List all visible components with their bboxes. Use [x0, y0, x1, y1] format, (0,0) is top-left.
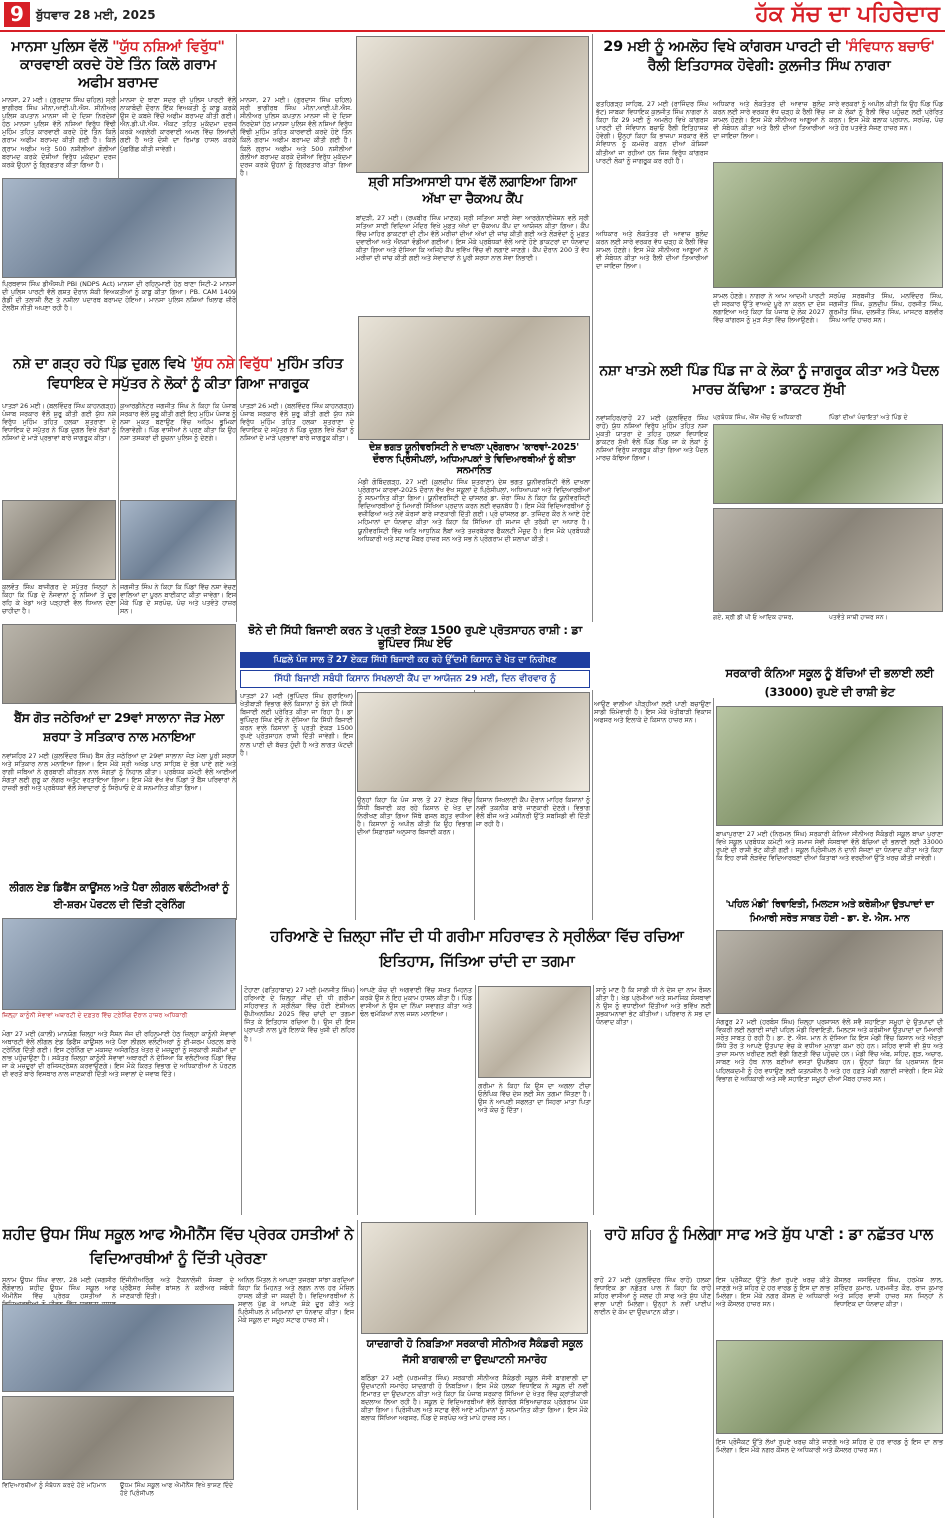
- udham-caption1: ਵਿਦਿਆਰਥੀਆਂ ਨੂੰ ਸੰਬੋਧਨ ਕਰਦੇ ਹੋਏ ਮਹਿਮਾਨ: [2, 1482, 116, 1504]
- mango-body: ਸੰਗਰੂਰ 27 ਮਈ (ਹਰਬੰਸ ਸਿੰਘ) ਜ਼ਿਲ੍ਹਾ ਪ੍ਰਸ਼ਾਸਨ ਵੱਲੋਂ ਸਵੈ ਸਹਾਇਤਾ ਸਮੂਹਾਂ ਦੇ ਉਤਪਾਦਾਂ ਦੀ ਵਿਕਰੀ ਲਈ ਲਗਾਈ ਜਾਂਦੀ ਪਹਿਲ ਮੰਡੀ ਰਿਵਾਇਤੀ, ਮਿਲਟਸ ਅਤੇ ਕਰੋਸ਼ੀਆ ਉਤਪਾਦਾਂ ਦਾ ਮਿਆਰੀ ਸਰੋਤ ਸਾਬਤ ਹੋ ਰਹੀ ਹੈ। ਡਾ. ਏ. ਐਸ. ਮਾਨ ਨੇ ਦੱਸਿਆ ਕਿ ਇਸ ਮੰਡੀ ਵਿੱਚ ਕਿਸਾਨ ਅਤੇ ਔਰਤਾਂ ਸਿੱਧੇ ਤੌਰ ਤੇ ਆਪਣੇ ਉਤਪਾਦ ਵੇਚ ਕੇ ਵਧੀਆ ਮੁਨਾਫ਼ਾ ਕਮਾ ਰਹੇ ਹਨ। ਸ਼ਹਿਰ ਵਾਸੀ ਵੀ ਸ਼ੁੱਧ ਅਤੇ ਤਾਜ਼ਾ ਸਮਾਨ ਖਰੀਦਣ ਲਈ ਵੱਡੀ ਗਿਣਤੀ ਵਿੱਚ ਪਹੁੰਚਦੇ ਹਨ। ਮੰਡੀ ਵਿੱਚ ਅੰਬ, ਸ਼ਹਿਦ, ਗੁੜ, ਅਚਾਰ, ਸਾਬਣ ਅਤੇ ਹੱਥ ਨਾਲ ਬਣੀਆਂ ਵਸਤਾਂ ਉਪਲੱਬਧ ਹਨ। ਉਨ੍ਹਾਂ ਕਿਹਾ ਕਿ ਪ੍ਰਸ਼ਾਸਨ ਇਸ ਪਹਿਲਕਦਮੀ ਨੂੰ ਹੋਰ ਵਧਾਉਣ ਲਈ ਯਤਨਸ਼ੀਲ ਹੈ ਅਤੇ ਹਰ ਹਫ਼ਤੇ ਮੰਡੀ ਲਗਾਈ ਜਾਵੇਗੀ। ਇਸ ਮੌਕੇ ਵਿਭਾਗ ਦੇ ਅਧਿਕਾਰੀ ਅਤੇ ਸਵੈ ਸਹਾਇਤਾ ਸਮੂਹਾਂ ਦੀਆਂ ਮੈਂਬਰ ਹਾਜ਼ਰ ਸਨ।: [716, 1018, 943, 1083]
- satyasai-headline: ਸ਼੍ਰੀ ਸਤਿਆਸਾਈ ਧਾਮ ਵੱਲੋਂ ਲਗਾਇਆ ਗਿਆ ਅੱਖਾ ਦਾ ਚੈਕਅਪ ਕੈਂਪ: [368, 175, 577, 207]
- dugal-photo1: [2, 500, 116, 580]
- udham-photo1: [2, 1304, 234, 1392]
- amloh-photo: [713, 162, 943, 288]
- dugal-body-col4: ਜਗਜੀਤ ਸਿੰਘ ਨੇ ਕਿਹਾ ਕਿ ਪਿੰਡਾਂ ਵਿੱਚ ਨਸ਼ਾ ਵੇਚਣ ਵਾਲਿਆਂ ਦਾ ਪੂਰਨ ਬਾਈਕਾਟ ਕੀਤਾ ਜਾਵੇਗਾ। ਇਸ ਮੌਕੇ ਪਿੰਡ ਦੇ ਸਰਪੰਚ, ਪੰਚ ਅਤੇ ਪਤਵੰਤੇ ਹਾਜ਼ਰ ਸਨ।: [120, 583, 236, 616]
- amloh-body-col3: ਸਾਰੇ ਵਰਕਰਾਂ ਨੂੰ ਅਪੀਲ ਕੀਤੀ ਕਿ ਉਹ ਪਿੰਡ ਪਿੰਡ ਜਾ ਕੇ ਲੋਕਾਂ ਨੂੰ ਰੈਲੀ ਵਿੱਚ ਪਹੁੰਚਣ ਲਈ ਪ੍ਰੇਰਿਤ ਕਰਨ। ਇਸ ਮੌਕੇ ਬਲਾਕ ਪ੍ਰਧਾਨ, ਸਰਪੰਚ, ਪੰਚ ਅਤੇ ਹੋਰ ਪਤਵੰਤੇ ਸੱਜਣ ਹਾਜ਼ਰ ਸਨ।: [829, 100, 943, 133]
- legal-caption: ਜ਼ਿਲ੍ਹਾ ਕਾਨੂੰਨੀ ਸੇਵਾਵਾਂ ਅਥਾਰਟੀ ਦੇ ਦਫ਼ਤਰ ਵਿੱਚ ਟ੍ਰੇਨਿੰਗ ਦੌਰਾਨ ਹਾਜ਼ਰ ਅਧਿਕਾਰੀ: [2, 1012, 236, 1028]
- mansa-body-col4: ਮਾਨਸਾ, 27 ਮਈ। (ਗੁਰਦਾਸ ਸਿੰਘ ਚਹਿਲ) ਸ੍ਰੀ ਭਾਗੀਰਥ ਸਿੰਘ ਮੀਨਾ,ਆਈ.ਪੀ.ਐਸ. ਸੀਨੀਅਰ ਪੁਲਿਸ ਕਪਤਾਨ ਮਾਨਸਾ ਜੀ ਦੇ ਦਿਸ਼ਾ ਨਿਰਦੇਸ਼ਾਂ ਹੇਠ ਮਾਨਸਾ ਪੁਲਿਸ ਵੱਲੋਂ ਨਸ਼ਿਆਂ ਵਿਰੁੱਧ ਵਿੱਢੀ ਮੁਹਿੰਮ ਤਹਿਤ ਕਾਰਵਾਈ ਕਰਦੇ ਹੋਏ ਤਿੰਨ ਕਿਲੋ ਗਰਾਮ ਅਫੀਮ ਬਰਾਮਦ ਕੀਤੀ ਗਈ ਹੈ। ਕਿਲੋ ਗ੍ਰਾਮ ਅਫੀਮ ਅਤੇ 500 ਨਸ਼ੀਲੀਆਂ ਗੋਲੀਆਂ ਬਰਾਮਦ ਕਰਕੇ ਦੋਸ਼ੀਆਂ ਵਿਰੁੱਧ ਮੁਕੱਦਮਾ ਦਰਜ ਕਰਕੇ ਉਹਨਾਂ ਨੂੰ ਗ੍ਰਿਫਤਾਰ ਕੀਤਾ ਗਿਆ ਹੈ।: [240, 96, 352, 177]
- pedal-photo2: [713, 508, 943, 612]
- pedal-caption4: ਪਤਵੰਤੇ ਸਾਥੀ ਹਾਜ਼ਰ ਸਨ।: [829, 614, 943, 623]
- school-fund-photo: [716, 706, 943, 826]
- rahon-body-col3: ਕੌਂਸਲਰ ਜਸਵਿੰਦਰ ਸਿੰਘ, ਹਰਮੇਸ਼ ਲਾਲ, ਸੁਰਿੰਦਰ ਕੁਮਾਰ, ਪਰਮਜੀਤ ਕੌਰ, ਰਾਜ ਕੁਮਾਰ ਅਤੇ ਸ਼ਹਿਰ ਵਾਸੀ ਹਾਜ਼ਰ ਸਨ ਜਿਨ੍ਹਾਂ ਨੇ ਵਿਧਾਇਕ ਦਾ ਧੰਨਵਾਦ ਕੀਤਾ।: [834, 1276, 943, 1309]
- udham-headline: ਸ਼ਹੀਦ ਉਧਮ ਸਿੰਘ ਸਕੂਲ ਆਫ ਐਮੀਨੈਂਸ ਵਿੱਚ ਪ੍ਰੇਰਕ ਹਸਤੀਆਂ ਨੇ ਵਿਦਿਆਰਥੀਆਂ ਨੂੰ ਦਿੱਤੀ ਪ੍ਰੇਰਣਾ: [2, 1225, 354, 1267]
- amloh-body-col4: ਸ਼ਾਮਲ ਹੋਣਗੇ। ਨਾਗਰਾ ਨੇ ਆਮ ਆਦਮੀ ਪਾਰਟੀ ਦੀ ਸਰਕਾਰ ਉੱਤੇ ਵਾਅਦੇ ਪੂਰੇ ਨਾ ਕਰਨ ਦਾ ਦੋਸ਼ ਲਗਾਇਆ ਅਤੇ ਕਿਹਾ ਕਿ ਪੰਜਾਬ ਦੇ ਲੋਕ 2027 ਵਿੱਚ ਕਾਂਗਰਸ ਨੂੰ ਮੁੜ ਸੱਤਾ ਵਿੱਚ ਲਿਆਉਣਗੇ।: [713, 292, 825, 325]
- fair-headline: ਬੈਂਸ ਗੋਤ ਜਠੇਰਿਆਂ ਦਾ 29ਵਾਂ ਸਾਲਾਨਾ ਜੋੜ ਮੇਲਾ ਸ਼ਰਧਾ ਤੇ ਸਤਿਕਾਰ ਨਾਲ ਮਨਾਇਆ: [14, 710, 224, 744]
- rahon-photo: [716, 1340, 943, 1434]
- mansa-body-col3: ਪ੍ਰਿਥਵਾਸ ਸਿੰਘ ਡੀਐਸਪੀ PBI (NDPS Act) ਮਾਨਸਾ ਦੀ ਰਹਿਨੁਮਾਈ ਹੇਠ ਥਾਣਾ ਸਿਟੀ-2 ਮਾਨਸਾ ਦੀ ਪੁਲਿਸ ਪਾਰਟੀ ਵੱਲੋਂ ਗਸ਼ਤ ਦੌਰਾਨ ਸ਼ੱਕੀ ਵਿਅਕਤੀਆਂ ਨੂੰ ਕਾਬੂ ਕੀਤਾ ਗਿਆ। PB. CAM 1409 ਗੱਡੀ ਦੀ ਤਲਾਸ਼ੀ ਲੈਣ ਤੇ ਨਸ਼ੀਲਾ ਪਦਾਰਥ ਬਰਾਮਦ ਹੋਇਆ। ਮਾਨਸਾ ਪੁਲਿਸ ਨਸ਼ਿਆਂ ਖਿਲਾਫ ਜ਼ੀਰੋ ਟੌਲਰੈਂਸ ਨੀਤੀ ਅਪਣਾ ਰਹੀ ਹੈ।: [2, 280, 236, 313]
- amloh-body-col6: ਅਧਿਕਾਰ ਅਤੇ ਲੋਕਤੰਤਰ ਦੀ ਆਵਾਜ਼ ਬੁਲੰਦ ਕਰਨ ਲਈ ਸਾਰੇ ਵਰਕਰ ਵੱਧ ਚੜ੍ਹ ਕੇ ਰੈਲੀ ਵਿੱਚ ਸ਼ਾਮਲ ਹੋਣਗੇ। ਇਸ ਮੌਕੇ ਸੀਨੀਅਰ ਆਗੂਆਂ ਨੇ ਵੀ ਸੰਬੋਧਨ ਕੀਤਾ ਅਤੇ ਰੈਲੀ ਦੀਆਂ ਤਿਆਰੀਆਂ ਦਾ ਜਾਇਜ਼ਾ ਲਿਆ।: [596, 230, 708, 271]
- desh-bhagat-photo: [358, 316, 590, 440]
- dugal-body-col3: ਕੁਆਰਡੀਨੇਟਰ ਜਗਜੀਤ ਸਿੰਘ ਨੇ ਕਿਹਾ ਕਿ ਪੰਜਾਬ ਸਰਕਾਰ ਵੱਲੋਂ ਸ਼ੁਰੂ ਕੀਤੀ ਗਈ ਇਹ ਮੁਹਿੰਮ ਪੰਜਾਬ ਨੂੰ ਨਸ਼ਾ ਮੁਕਤ ਬਣਾਉਣ ਵਿੱਚ ਅਹਿਮ ਭੂਮਿਕਾ ਨਿਭਾਵੇਗੀ। ਪਿੰਡ ਵਾਸੀਆਂ ਨੇ ਪ੍ਰਣ ਕੀਤਾ ਕਿ ਉਹ ਨਸ਼ਾ ਤਸਕਰਾਂ ਦੀ ਸੂਚਨਾ ਪੁਲਿਸ ਨੂੰ ਦੇਣਗੇ।: [120, 402, 236, 443]
- garima-body-col4: ਸਾਨੂੰ ਮਾਣ ਹੈ ਕਿ ਸਾਡੀ ਧੀ ਨੇ ਦੇਸ਼ ਦਾ ਨਾਮ ਰੌਸ਼ਨ ਕੀਤਾ ਹੈ। ਖੇਡ ਪ੍ਰੇਮੀਆਂ ਅਤੇ ਸਮਾਜਿਕ ਸੰਸਥਾਵਾਂ ਨੇ ਉਸ ਨੂੰ ਵਧਾਈਆਂ ਦਿੱਤੀਆਂ ਅਤੇ ਭਵਿੱਖ ਲਈ ਸ਼ੁਭਕਾਮਨਾਵਾਂ ਭੇਟ ਕੀਤੀਆਂ। ਪਰਿਵਾਰ ਨੇ ਸਭ ਦਾ ਧੰਨਵਾਦ ਕੀਤਾ।: [596, 986, 711, 1027]
- garima-body-col3: ਗਰੀਮਾ ਨੇ ਕਿਹਾ ਕਿ ਉਸ ਦਾ ਅਗਲਾ ਟੀਚਾ ਓਲੰਪਿਕ ਵਿੱਚ ਦੇਸ਼ ਲਈ ਸੋਨ ਤਗਮਾ ਜਿੱਤਣਾ ਹੈ। ਉਸ ਨੇ ਆਪਣੀ ਸਫਲਤਾ ਦਾ ਸਿਹਰਾ ਮਾਤਾ ਪਿਤਾ ਅਤੇ ਕੋਚ ਨੂੰ ਦਿੱਤਾ।: [478, 1082, 591, 1115]
- amloh-body-col2: ਅਧਿਕਾਰ ਅਤੇ ਲੋਕਤੰਤਰ ਦੀ ਆਵਾਜ਼ ਬੁਲੰਦ ਕਰਨ ਲਈ ਸਾਰੇ ਵਰਕਰ ਵੱਧ ਚੜ੍ਹ ਕੇ ਰੈਲੀ ਵਿੱਚ ਸ਼ਾਮਲ ਹੋਣਗੇ। ਇਸ ਮੌਕੇ ਸੀਨੀਅਰ ਆਗੂਆਂ ਨੇ ਵੀ ਸੰਬੋਧਨ ਕੀਤਾ ਅਤੇ ਰੈਲੀ ਦੀਆਂ ਤਿਆਰੀਆਂ ਦਾ ਜਾਇਜ਼ਾ ਲਿਆ।: [713, 100, 825, 141]
- legal-body: ਮੋਗਾ 27 ਮਈ (ਕਾਲੀ) ਮਾਨਯੋਗ ਜ਼ਿਲ੍ਹਾ ਅਤੇ ਸੈਸ਼ਨ ਜੱਜ ਦੀ ਰਹਿਨੁਮਾਈ ਹੇਠ ਜ਼ਿਲ੍ਹਾ ਕਾਨੂੰਨੀ ਸੇਵਾਵਾਂ ਅਥਾਰਟੀ ਵੱਲੋਂ ਲੀਗਲ ਏਡ ਡਿਫੈਂਸ ਕਾਊਂਸਲ ਅਤੇ ਪੈਰਾ ਲੀਗਲ ਵਲੰਟੀਅਰਾਂ ਨੂੰ ਈ-ਸ਼ਰਮ ਪੋਰਟਲ ਬਾਰੇ ਟ੍ਰੇਨਿੰਗ ਦਿੱਤੀ ਗਈ। ਇਸ ਟ੍ਰੇਨਿੰਗ ਦਾ ਮਕਸਦ ਅਸੰਗਠਿਤ ਖੇਤਰ ਦੇ ਮਜ਼ਦੂਰਾਂ ਨੂੰ ਸਰਕਾਰੀ ਸਕੀਮਾਂ ਦਾ ਲਾਭ ਪਹੁੰਚਾਉਣਾ ਹੈ। ਸਕੱਤਰ ਜ਼ਿਲ੍ਹਾ ਕਾਨੂੰਨੀ ਸੇਵਾਵਾਂ ਅਥਾਰਟੀ ਨੇ ਦੱਸਿਆ ਕਿ ਵਲੰਟੀਅਰ ਪਿੰਡਾਂ ਵਿੱਚ ਜਾ ਕੇ ਮਜ਼ਦੂਰਾਂ ਦੀ ਰਜਿਸਟ੍ਰੇਸ਼ਨ ਕਰਵਾਉਣਗੇ। ਇਸ ਮੌਕੇ ਕਿਰਤ ਵਿਭਾਗ ਦੇ ਅਧਿਕਾਰੀਆਂ ਨੇ ਪੋਰਟਲ ਦੀ ਵਰਤੋਂ ਬਾਰੇ ਵਿਸਥਾਰ ਨਾਲ ਜਾਣਕਾਰੀ ਦਿੱਤੀ ਅਤੇ ਸਵਾਲਾਂ ਦੇ ਜਵਾਬ ਦਿੱਤੇ।: [2, 1030, 236, 1079]
- jassi-photo: [361, 1222, 588, 1334]
- satyasai-body: ਬਾਂਦੜੀ, 27 ਮਈ। (ਰਘਬੀਰ ਸਿੰਘ ਮਾਣਕ) ਸ੍ਰੀ ਸਤਿਆ ਸਾਈ ਸੇਵਾ ਆਰਗੇਨਾਈਜੇਸ਼ਨ ਵਲੋਂ ਸ੍ਰੀ ਸਤਿਆ ਸਾਈਂ ਵਿਦਿਆ ਮੰਦਿਰ ਵਿਖੇ ਮੁਫ਼ਤ ਅੱਖਾਂ ਦਾ ਚੈਕਅਪ ਕੈਂਪ ਦਾ ਆਯੋਜਨ ਕੀਤਾ ਗਿਆ। ਕੈਂਪ ਵਿੱਚ ਮਾਹਿਰ ਡਾਕਟਰਾਂ ਦੀ ਟੀਮ ਵੱਲੋਂ ਮਰੀਜ਼ਾਂ ਦੀਆਂ ਅੱਖਾਂ ਦੀ ਜਾਂਚ ਕੀਤੀ ਗਈ ਅਤੇ ਲੋੜਵੰਦਾਂ ਨੂੰ ਮੁਫ਼ਤ ਦਵਾਈਆਂ ਅਤੇ ਐਨਕਾਂ ਵੰਡੀਆਂ ਗਈਆਂ। ਇਸ ਮੌਕੇ ਪ੍ਰਬੰਧਕਾਂ ਵੱਲੋਂ ਆਏ ਹੋਏ ਡਾਕਟਰਾਂ ਦਾ ਧੰਨਵਾਦ ਕੀਤਾ ਗਿਆ ਅਤੇ ਦੱਸਿਆ ਕਿ ਅਜਿਹੇ ਕੈਂਪ ਭਵਿੱਖ ਵਿੱਚ ਵੀ ਲਗਾਏ ਜਾਣਗੇ। ਕੈਂਪ ਦੌਰਾਨ 200 ਤੋਂ ਵੱਧ ਮਰੀਜ਼ਾਂ ਦੀ ਜਾਂਚ ਕੀਤੀ ਗਈ ਅਤੇ ਸੇਵਾਦਾਰਾਂ ਨੇ ਪੂਰੀ ਸ਼ਰਧਾ ਨਾਲ ਸੇਵਾ ਨਿਭਾਈ।: [356, 214, 589, 263]
- page-number: 9: [4, 2, 30, 27]
- bhupinder-body-col2: ਉਨ੍ਹਾਂ ਕਿਹਾ ਕਿ ਪੰਜ ਸਾਲ ਤੋਂ 27 ਏਕੜ ਵਿੱਚ ਸਿੱਧੀ ਬਿਜਾਈ ਕਰ ਰਹੇ ਕਿਸਾਨ ਦੇ ਖੇਤ ਦਾ ਨਿਰੀਖਣ ਕੀਤਾ ਗਿਆ ਜਿੱਥੇ ਫਸਲ ਬਹੁਤ ਵਧੀਆ ਹੈ। ਕਿਸਾਨਾਂ ਨੂੰ ਅਪੀਲ ਕੀਤੀ ਕਿ ਉਹ ਵਿਭਾਗ ਦੀਆਂ ਸਿਫ਼ਾਰਸ਼ਾਂ ਅਨੁਸਾਰ ਬਿਜਾਈ ਕਰਨ।: [357, 796, 472, 837]
- fair-photo: [2, 624, 236, 704]
- udham-body-col2: ਇੰਜੀਨੀਅਰਿੰਗ ਅਤੇ ਟੈਕਨਾਲੋਜੀ ਸੰਸਥਾ ਦੇ ਪ੍ਰੋਫੈਸਰ ਸੰਜੀਵ ਬਾਂਸਲ ਨੇ ਕਰੀਅਰ ਸਬੰਧੀ ਜਾਣਕਾਰੀ ਦਿੱਤੀ।: [120, 1276, 234, 1301]
- satyasai-photo: [356, 36, 589, 173]
- issue-date: ਬੁੱਧਵਾਰ 28 ਮਈ, 2025: [36, 8, 156, 22]
- rahon-body-col4: ਇਸ ਪ੍ਰੋਜੈਕਟ ਉੱਤੇ ਲੱਖਾਂ ਰੁਪਏ ਖਰਚ ਕੀਤੇ ਜਾਣਗੇ ਅਤੇ ਸ਼ਹਿਰ ਦੇ ਹਰ ਵਾਰਡ ਨੂੰ ਇਸ ਦਾ ਲਾਭ ਮਿਲੇਗਾ। ਇਸ ਮੌਕੇ ਨਗਰ ਕੌਂਸਲ ਦੇ ਅਧਿਕਾਰੀ ਅਤੇ ਕੌਂਸਲਰ ਹਾਜ਼ਰ ਸਨ।: [716, 1438, 943, 1455]
- pedal-caption2: ਪਿੰਡਾਂ ਦੀਆਂ ਪੰਚਾਇਤਾਂ ਅਤੇ ਪਿੰਡ ਦੇ: [829, 414, 943, 423]
- school-fund-headline: ਸਰਕਾਰੀ ਕੰਨਿਆ ਸਕੂਲ ਨੂੰ ਬੱਚਿਆਂ ਦੀ ਭਲਾਈ ਲਈ (33000) ਰੁਪਏ ਦੀ ਰਾਸ਼ੀ ਭੇਟ: [725, 666, 934, 699]
- rahon-body-col2: ਇਸ ਪ੍ਰੋਜੈਕਟ ਉੱਤੇ ਲੱਖਾਂ ਰੁਪਏ ਖਰਚ ਕੀਤੇ ਜਾਣਗੇ ਅਤੇ ਸ਼ਹਿਰ ਦੇ ਹਰ ਵਾਰਡ ਨੂੰ ਇਸ ਦਾ ਲਾਭ ਮਿਲੇਗਾ। ਇਸ ਮੌਕੇ ਨਗਰ ਕੌਂਸਲ ਦੇ ਅਧਿਕਾਰੀ ਅਤੇ ਕੌਂਸਲਰ ਹਾਜ਼ਰ ਸਨ।: [716, 1276, 830, 1309]
- mango-headline: 'ਪਹਿਲ ਮੰਡੀ' ਰਿਵਾਇਤੀ, ਮਿਲਟਸ ਅਤੇ ਕਰੋਸ਼ੀਆ ਉਤਪਾਦਾਂ ਦਾ ਮਿਆਰੀ ਸਰੋਤ ਸਾਬਤ ਹੋਈ - ਡਾ. ਏ. ਐਸ. ਮਾਨ: [725, 899, 934, 924]
- dugal-headline: ਨਸ਼ੇ ਦਾ ਗੜ੍ਹ ਰਹੇ ਪਿੰਡ ਦੁਗਲ ਵਿਖੇ 'ਯੁੱਧ ਨਸ਼ੇ ਵਿਰੁੱਧ' ਮੁਹਿੰਮ ਤਹਿਤ ਵਿਧਾਇਕ ਦੇ ਸਪੁੱਤਰ ਨੇ ਲੋਕਾਂ ਨੂੰ ਕੀਤਾ ਗਿਆ ਜਾਗਰੂਕ: [13, 356, 343, 392]
- bhupinder-body-col1: ਪਾਤੜਾਂ 27 ਮਈ (ਭੁਪਿੰਦਰ ਸਿੰਘ ਗੁਰਾਇਆ) ਖੇਤੀਬਾੜੀ ਵਿਭਾਗ ਵੱਲੋਂ ਕਿਸਾਨਾਂ ਨੂੰ ਝੋਨੇ ਦੀ ਸਿੱਧੀ ਬਿਜਾਈ ਲਈ ਪ੍ਰੇਰਿਤ ਕੀਤਾ ਜਾ ਰਿਹਾ ਹੈ। ਡਾ ਭੁਪਿੰਦਰ ਸਿੰਘ ਏਓ ਨੇ ਦੱਸਿਆ ਕਿ ਸਿੱਧੀ ਬਿਜਾਈ ਕਰਨ ਵਾਲੇ ਕਿਸਾਨਾਂ ਨੂੰ ਪ੍ਰਤੀ ਏਕੜ 1500 ਰੁਪਏ ਪ੍ਰੋਤਸਾਹਨ ਰਾਸ਼ੀ ਦਿੱਤੀ ਜਾਵੇਗੀ। ਇਸ ਨਾਲ ਪਾਣੀ ਦੀ ਬੱਚਤ ਹੁੰਦੀ ਹੈ ਅਤੇ ਲਾਗਤ ਘੱਟਦੀ ਹੈ।: [240, 692, 353, 757]
- fair-body: ਨਵਾਂਸ਼ਹਿਰ 27 ਮਈ (ਕੁਲਵਿੰਦਰ ਸਿੰਘ) ਬੈਂਸ ਗੋਤ ਜਠੇਰਿਆਂ ਦਾ 29ਵਾਂ ਸਾਲਾਨਾ ਜੋੜ ਮੇਲਾ ਪੂਰੀ ਸ਼ਰਧਾ ਅਤੇ ਸਤਿਕਾਰ ਨਾਲ ਮਨਾਇਆ ਗਿਆ। ਇਸ ਮੌਕੇ ਸ੍ਰੀ ਅਖੰਡ ਪਾਠ ਸਾਹਿਬ ਦੇ ਭੋਗ ਪਾਏ ਗਏ ਅਤੇ ਰਾਗੀ ਜਥਿਆਂ ਨੇ ਗੁਰਬਾਣੀ ਕੀਰਤਨ ਨਾਲ ਸੰਗਤਾਂ ਨੂੰ ਨਿਹਾਲ ਕੀਤਾ। ਪ੍ਰਬੰਧਕ ਕਮੇਟੀ ਵੱਲੋਂ ਆਈਆਂ ਸੰਗਤਾਂ ਲਈ ਗੁਰੂ ਕਾ ਲੰਗਰ ਅਤੁੱਟ ਵਰਤਾਇਆ ਗਿਆ। ਇਸ ਮੌਕੇ ਵੱਖ ਵੱਖ ਪਿੰਡਾਂ ਤੋਂ ਬੈਂਸ ਪਰਿਵਾਰਾਂ ਨੇ ਹਾਜ਼ਰੀ ਭਰੀ ਅਤੇ ਪ੍ਰਬੰਧਕਾਂ ਵੱਲੋਂ ਸੇਵਾਦਾਰਾਂ ਨੂੰ ਸਿਰੋਪਾਓ ਦੇ ਕੇ ਸਨਮਾਨਿਤ ਕੀਤਾ ਗਿਆ।: [2, 752, 236, 793]
- udham-caption2: ਊਧਮ ਸਿੰਘ ਸਕੂਲ ਆਫ ਐਮੀਨੈਂਸ ਵਿਖੇ ਭਾਸ਼ਣ ਦਿੰਦੇ ਹੋਏ ਪ੍ਰਿੰਸੀਪਲ: [120, 1482, 234, 1504]
- pedal-photo1: [713, 424, 943, 504]
- pedal-caption1: ਪ੍ਰਬੰਧਕ ਸਿੰਘ, ਐੱਸ ਐੱਚ ਓ ਅਧਿਕਾਰੀ: [713, 414, 825, 423]
- rahon-body-col1: ਰਾਹੋਂ 27 ਮਈ (ਕੁਲਵਿੰਦਰ ਸਿੰਘ ਰਾਹੋਂ) ਹਲਕਾ ਵਿਧਾਇਕ ਡਾ ਨਛੱਤਰ ਪਾਲ ਨੇ ਕਿਹਾ ਕਿ ਰਾਹੋਂ ਸ਼ਹਿਰ ਵਾਸੀਆਂ ਨੂੰ ਜਲਦ ਹੀ ਸਾਫ ਅਤੇ ਸ਼ੁੱਧ ਪੀਣ ਵਾਲਾ ਪਾਣੀ ਮਿਲੇਗਾ। ਉਨ੍ਹਾਂ ਨੇ ਨਵੀਂ ਪਾਈਪ ਲਾਈਨ ਦੇ ਕੰਮ ਦਾ ਉਦਘਾਟਨ ਕੀਤਾ।: [594, 1276, 711, 1317]
- jassi-headline: ਯਾਦਗਾਰੀ ਹੋ ਨਿਬੜਿਆ ਸਰਕਾਰੀ ਸੀਨੀਅਰ ਸੈਕੰਡਰੀ ਸਕੂਲ ਜੱਸੀ ਬਾਗਵਾਲੀ ਦਾ ਉਦਘਾਟਨੀ ਸਮਾਰੋਹ: [366, 1338, 583, 1366]
- bhupinder-photo: [357, 692, 590, 792]
- school-fund-body: ਬਾਘਾਪੁਰਾਣਾ 27 ਮਈ (ਨਿਰਮਲ ਸਿੰਘ) ਸਰਕਾਰੀ ਕੰਨਿਆ ਸੀਨੀਅਰ ਸੈਕੰਡਰੀ ਸਕੂਲ ਬਾਘਾ ਪੁਰਾਣਾ ਵਿਖੇ ਸਕੂਲ ਪ੍ਰਬੰਧਕ ਕਮੇਟੀ ਅਤੇ ਸਮਾਜ ਸੇਵੀ ਸੰਸਥਾਵਾਂ ਵੱਲੋਂ ਬੱਚਿਆਂ ਦੀ ਭਲਾਈ ਲਈ 33000 ਰੁਪਏ ਦੀ ਰਾਸ਼ੀ ਭੇਟ ਕੀਤੀ ਗਈ। ਸਕੂਲ ਪ੍ਰਿੰਸੀਪਲ ਨੇ ਦਾਨੀ ਸੱਜਣਾਂ ਦਾ ਧੰਨਵਾਦ ਕੀਤਾ ਅਤੇ ਕਿਹਾ ਕਿ ਇਹ ਰਾਸ਼ੀ ਲੋੜਵੰਦ ਵਿਦਿਆਰਥਣਾਂ ਦੀਆਂ ਕਿਤਾਬਾਂ ਅਤੇ ਵਰਦੀਆਂ ਉੱਤੇ ਖਰਚ ਕੀਤੀ ਜਾਵੇਗੀ।: [716, 830, 943, 863]
- bhupinder-body-col3: ਕਿਸਾਨ ਸਿਖਲਾਈ ਕੈਂਪ ਦੌਰਾਨ ਮਾਹਿਰ ਕਿਸਾਨਾਂ ਨੂੰ ਨਵੀਂ ਤਕਨੀਕ ਬਾਰੇ ਜਾਣਕਾਰੀ ਦੇਣਗੇ। ਵਿਭਾਗ ਵੱਲੋਂ ਬੀਜ ਅਤੇ ਮਸ਼ੀਨਰੀ ਉੱਤੇ ਸਬਸਿਡੀ ਵੀ ਦਿੱਤੀ ਜਾ ਰਹੀ ਹੈ।: [476, 796, 590, 829]
- bhupinder-strap2: ਸਿੱਧੀ ਬਿਜਾਈ ਸਬੰਧੀ ਕਿਸਾਨ ਸਿਖਲਾਈ ਕੈਂਪ ਦਾ ਆਯੋਜਨ 29 ਮਈ, ਦਿਨ ਵੀਰਵਾਰ ਨੂੰ: [240, 670, 590, 688]
- udham-body-col1: ਸੁਨਾਮ ਊਧਮ ਸਿੰਘ ਵਾਲਾ, 28 ਮਈ (ਜਗਸੀਰ ਲੌਂਗੋਵਾਲ) ਸ਼ਹੀਦ ਊਧਮ ਸਿੰਘ ਸਕੂਲ ਆਫ ਐਮੀਨੈਂਸ ਵਿੱਚ ਪ੍ਰੇਰਕ ਹਸਤੀਆਂ ਨੇ: [2, 1276, 116, 1301]
- jassi-body: ਬਠਿੰਡਾ 27 ਮਈ (ਪਰਮਜੀਤ ਸਿੰਘ) ਸਰਕਾਰੀ ਸੀਨੀਅਰ ਸੈਕੰਡਰੀ ਸਕੂਲ ਜੱਸੀ ਬਾਗਵਾਲੀ ਦਾ ਉਦਘਾਟਨੀ ਸਮਾਰੋਹ ਯਾਦਗਾਰੀ ਹੋ ਨਿਬੜਿਆ। ਇਸ ਮੌਕੇ ਹਲਕਾ ਵਿਧਾਇਕ ਨੇ ਸਕੂਲ ਦੀ ਨਵੀਂ ਇਮਾਰਤ ਦਾ ਉਦਘਾਟਨ ਕੀਤਾ ਅਤੇ ਕਿਹਾ ਕਿ ਪੰਜਾਬ ਸਰਕਾਰ ਸਿੱਖਿਆ ਦੇ ਖੇਤਰ ਵਿੱਚ ਕ੍ਰਾਂਤੀਕਾਰੀ ਬਦਲਾਅ ਲਿਆ ਰਹੀ ਹੈ। ਸਕੂਲ ਦੇ ਵਿਦਿਆਰਥੀਆਂ ਵੱਲੋਂ ਰੰਗਾਰੰਗ ਸੱਭਿਆਚਾਰਕ ਪ੍ਰੋਗਰਾਮ ਪੇਸ਼ ਕੀਤਾ ਗਿਆ। ਪ੍ਰਿੰਸੀਪਲ ਅਤੇ ਸਟਾਫ ਵੱਲੋਂ ਆਏ ਮਹਿਮਾਨਾਂ ਨੂੰ ਸਨਮਾਨਿਤ ਕੀਤਾ ਗਿਆ। ਇਸ ਮੌਕੇ ਬਲਾਕ ਸਿੱਖਿਆ ਅਫਸਰ, ਪਿੰਡ ਦੇ ਸਰਪੰਚ ਅਤੇ ਮਾਪੇ ਹਾਜ਼ਰ ਸਨ।: [361, 1374, 588, 1423]
- dugal-body-col2: ਕੁਲਵੰਤ ਸਿੰਘ ਬਾਜੀਗਰ ਦੇ ਸਪੁੱਤਰ ਜਿਨ੍ਹਾਂ ਨੇ ਕਿਹਾ ਕਿ ਪਿੰਡ ਦੇ ਨੌਜਵਾਨਾਂ ਨੂੰ ਨਸ਼ਿਆਂ ਤੋਂ ਦੂਰ ਰਹਿ ਕੇ ਖੇਡਾਂ ਅਤੇ ਪੜ੍ਹਾਈ ਵੱਲ ਧਿਆਨ ਦੇਣਾ ਚਾਹੀਦਾ ਹੈ।: [2, 583, 116, 616]
- bhupinder-body-col4: ਆਉਣ ਵਾਲੀਆਂ ਪੀੜ੍ਹੀਆਂ ਲਈ ਪਾਣੀ ਬਚਾਉਣਾ ਸਾਡੀ ਜ਼ਿੰਮੇਵਾਰੀ ਹੈ। ਇਸ ਮੌਕੇ ਖੇਤੀਬਾੜੀ ਵਿਕਾਸ ਅਫਸਰ ਅਤੇ ਇਲਾਕੇ ਦੇ ਕਿਸਾਨ ਹਾਜ਼ਰ ਸਨ।: [594, 700, 711, 725]
- pedal-body-col1: ਨਵਾਂਸ਼ਹਿਰ/ਰਾਹੋਂ 27 ਮਈ (ਕੁਲਵਿੰਦਰ ਸਿੰਘ ਰਾਹੋਂ) ਯੁੱਧ ਨਸ਼ਿਆਂ ਵਿਰੁੱਧ ਮੁਹਿੰਮ ਤਹਿਤ ਨਸ਼ਾ ਮੁਕਤੀ ਯਾਤਰਾ ਦੇ ਤਹਿਤ ਹਲਕਾ ਵਿਧਾਇਕ ਡਾਕਟਰ ਸੁੱਖੀ ਵੱਲੋਂ ਪਿੰਡ ਪਿੰਡ ਜਾ ਕੇ ਲੋਕਾਂ ਨੂੰ ਨਸ਼ਿਆਂ ਵਿਰੁੱਧ ਜਾਗਰੂਕ ਕੀਤਾ ਗਿਆ ਅਤੇ ਪੈਦਲ ਮਾਰਚ ਕੱਢਿਆ ਗਿਆ।: [596, 414, 708, 463]
- rahon-headline: ਰਾਹੋ ਸ਼ਹਿਰ ਨੂੰ ਮਿਲੇਗਾ ਸਾਫ ਅਤੇ ਸ਼ੁੱਧ ਪਾਣੀ : ਡਾ ਨਛੱਤਰ ਪਾਲ: [604, 1225, 933, 1243]
- bhupinder-strap1: ਪਿਛਲੇ ਪੰਜ ਸਾਲ ਤੋਂ 27 ਏਕੜ ਸਿੱਧੀ ਬਿਜਾਈ ਕਰ ਰਹੇ ਉੱਦਮੀ ਕਿਸਾਨ ਦੇ ਖੇਤ ਦਾ ਨਿਰੀਖਣ: [240, 652, 590, 668]
- legal-headline: ਲੀਗਲ ਏਡ ਡਿਫੈਂਸ ਕਾਊਂਸਲ ਅਤੇ ਪੈਰਾ ਲੀਗਲ ਵਲੰਟੀਅਰਾਂ ਨੂੰ ਈ-ਸ਼ਰਮ ਪੋਰਟਲ ਦੀ ਦਿੱਤੀ ਟ੍ਰੇਨਿੰਗ: [9, 882, 229, 911]
- garima-headline: ਹਰਿਆਣੇ ਦੇ ਜ਼ਿਲ੍ਹਾ ਜੀਂਦ ਦੀ ਧੀ ਗਰੀਮਾ ਸਹਿਰਾਵਤ ਨੇ ਸ੍ਰੀਲੰਕਾ ਵਿੱਚ ਰਚਿਆ ਇਤਿਹਾਸ, ਜਿੱਤਿਆ ਚਾਂਦੀ ਦਾ ਤਗਮਾ: [270, 927, 684, 970]
- mansa-headline: ਮਾਨਸਾ ਪੁਲਿਸ ਵੱਲੋਂ "ਯੁੱਧ ਨਸ਼ਿਆਂ ਵਿਰੁੱਧ" ਕਾਰਵਾਈ ਕਰਦੇ ਹੋਏ ਤਿੰਨ ਕਿਲੋ ਗਰਾਮ ਅਫੀਮ ਬਰਾਮਦ: [11, 39, 225, 91]
- garima-body-col1: ਟੋਹਾਣਾ (ਫਤਿਹਾਬਾਦ) 27 ਮਈ (ਮਨਜੀਤ ਸਿੰਘ) ਹਰਿਆਣੇ ਦੇ ਜ਼ਿਲ੍ਹਾ ਜੀਂਦ ਦੀ ਧੀ ਗਰੀਮਾ ਸਹਿਰਾਵਤ ਨੇ ਸ੍ਰੀਲੰਕਾ ਵਿੱਚ ਹੋਈ ਏਸ਼ੀਅਨ ਚੈਂਪੀਅਨਸ਼ਿਪ 2025 ਵਿੱਚ ਚਾਂਦੀ ਦਾ ਤਗਮਾ ਜਿੱਤ ਕੇ ਇਤਿਹਾਸ ਰਚਿਆ ਹੈ। ਉਸ ਦੀ ਇਸ ਪ੍ਰਾਪਤੀ ਨਾਲ ਪੂਰੇ ਇਲਾਕੇ ਵਿੱਚ ਖੁਸ਼ੀ ਦੀ ਲਹਿਰ ਹੈ।: [244, 986, 355, 1043]
- desh-bhagat-headline: ਦੇਸ਼ ਭਗਤ ਯੂਨੀਵਰਸਿਟੀ ਨੇ ਦਾਖਲਾ ਪ੍ਰੋਗਰਾਮ 'ਕਾਰਵਾਂ-2025' ਦੌਰਾਨ ਪ੍ਰਿੰਸੀਪਲਾਂ, ਅਧਿਆਪਕਾਂ ਤੇ ਵਿਦਿਆਰਥੀਆਂ ਨੂੰ ਕੀਤਾ ਸਨਮਾਨਿਤ: [369, 442, 579, 476]
- amloh-body-col5: ਸਰਪੰਚ ਸਰਬਜੀਤ ਸਿੰਘ, ਮਨਵਿੰਦਰ ਸਿੰਘ, ਜਗਜੀਤ ਸਿੰਘ, ਕੁਲਦੀਪ ਸਿੰਘ, ਹਰਜੀਤ ਸਿੰਘ, ਗੁਰਮੀਤ ਸਿੰਘ, ਦਲਜੀਤ ਸਿੰਘ, ਮਾਸਟਰ ਬਲਵੀਰ ਸਿੰਘ ਆਦਿ ਹਾਜ਼ਰ ਸਨ।: [829, 292, 943, 325]
- amloh-headline: 29 ਮਈ ਨੂੰ ਅਮਲੋਹ ਵਿਖੇ ਕਾਂਗਰਸ ਪਾਰਟੀ ਦੀ 'ਸੰਵਿਧਾਨ ਬਚਾਓ' ਰੈਲੀ ਇਤਿਹਾਸਕ ਹੋਵੇਗੀ: ਕੁਲਜੀਤ ਸਿੰਘ ਨਾਗਰਾ: [603, 39, 935, 74]
- dugal-photo2: [120, 500, 236, 580]
- garima-body-col2: ਆਪਣੇ ਕੋਚ ਦੀ ਅਗਵਾਈ ਵਿੱਚ ਸਖ਼ਤ ਮਿਹਨਤ ਕਰਕੇ ਉਸ ਨੇ ਇਹ ਮੁਕਾਮ ਹਾਸਲ ਕੀਤਾ ਹੈ। ਪਿੰਡ ਵਾਸੀਆਂ ਨੇ ਉਸ ਦਾ ਨਿੱਘਾ ਸਵਾਗਤ ਕੀਤਾ ਅਤੇ ਢੋਲ ਢਮੱਕਿਆਂ ਨਾਲ ਜਸ਼ਨ ਮਨਾਇਆ।: [360, 986, 472, 1019]
- bhupinder-headline: ਝੋਨੇ ਦੀ ਸਿੱਧੀ ਬਿਜਾਈ ਕਰਨ ਤੇ ਪ੍ਰਤੀ ਏਕੜ 1500 ਰੁਪਏ ਪ੍ਰੋਤਸਾਹਨ ਰਾਸ਼ੀ : ਡਾ ਭੁਪਿੰਦਰ ਸਿੰਘ ਏਓ: [248, 623, 582, 650]
- legal-photo: [2, 918, 236, 1010]
- udham-photo2: [2, 1396, 234, 1480]
- amloh-body-col1: ਫਤਹਿਗੜ੍ਹ ਸਾਹਿਬ, 27 ਮਈ (ਰਾਜਿੰਦਰ ਸਿੰਘ ਭੱਟ) ਸਾਬਕਾ ਵਿਧਾਇਕ ਕੁਲਜੀਤ ਸਿੰਘ ਨਾਗਰਾ ਨੇ ਕਿਹਾ ਕਿ 29 ਮਈ ਨੂੰ ਅਮਲੋਹ ਵਿਖੇ ਕਾਂਗਰਸ ਪਾਰਟੀ ਦੀ ਸੰਵਿਧਾਨ ਬਚਾਓ ਰੈਲੀ ਇਤਿਹਾਸਕ ਹੋਵੇਗੀ। ਉਨ੍ਹਾਂ ਕਿਹਾ ਕਿ ਭਾਜਪਾ ਸਰਕਾਰ ਵੱਲੋਂ ਸੰਵਿਧਾਨ ਨੂੰ ਕਮਜ਼ੋਰ ਕਰਨ ਦੀਆਂ ਕੋਸ਼ਿਸ਼ਾਂ ਕੀਤੀਆਂ ਜਾ ਰਹੀਆਂ ਹਨ ਜਿਸ ਵਿਰੁੱਧ ਕਾਂਗਰਸ ਪਾਰਟੀ ਲੋਕਾਂ ਨੂੰ ਜਾਗਰੂਕ ਕਰ ਰਹੀ ਹੈ।: [596, 100, 708, 165]
- pedal-headline: ਨਸ਼ਾ ਖਾਤਮੇ ਲਈ ਪਿੰਡ ਪਿੰਡ ਜਾ ਕੇ ਲੋਕਾ ਨੂੰ ਜਾਗਰੂਕ ਕੀਤਾ ਅਤੇ ਪੈਦਲ ਮਾਰਚ ਕੱਢਿਆ : ਡਾਕਟਰ ਸੁੱਖੀ: [599, 363, 939, 398]
- mansa-body-col1: ਮਾਨਸਾ, 27 ਮਈ। (ਗੁਰਦਾਸ ਸਿੰਘ ਚਹਿਲ) ਸ੍ਰੀ ਭਾਗੀਰਥ ਸਿੰਘ ਮੀਨਾ,ਆਈ.ਪੀ.ਐਸ. ਸੀਨੀਅਰ ਪੁਲਿਸ ਕਪਤਾਨ ਮਾਨਸਾ ਜੀ ਦੇ ਦਿਸ਼ਾ ਨਿਰਦੇਸ਼ਾਂ ਹੇਠ ਮਾਨਸਾ ਪੁਲਿਸ ਵੱਲੋਂ ਨਸ਼ਿਆਂ ਵਿਰੁੱਧ ਵਿੱਢੀ ਮੁਹਿੰਮ ਤਹਿਤ ਕਾਰਵਾਈ ਕਰਦੇ ਹੋਏ ਤਿੰਨ ਕਿਲੋ ਗਰਾਮ ਅਫੀਮ ਬਰਾਮਦ ਕੀਤੀ ਗਈ ਹੈ। ਕਿਲੋ ਗ੍ਰਾਮ ਅਫੀਮ ਅਤੇ 500 ਨਸ਼ੀਲੀਆਂ ਗੋਲੀਆਂ ਬਰਾਮਦ ਕਰਕੇ ਦੋਸ਼ੀਆਂ ਵਿਰੁੱਧ ਮੁਕੱਦਮਾ ਦਰਜ ਕਰਕੇ ਉਹਨਾਂ ਨੂੰ ਗ੍ਰਿਫਤਾਰ ਕੀਤਾ ਗਿਆ ਹੈ।: [2, 96, 116, 169]
- masthead: [0, 0, 945, 30]
- udham-body-col3: ਅਨਿਲ ਮਿੱਤਲ ਨੇ ਆਪਣਾ ਤਜਰਬਾ ਸਾਂਝਾ ਕਰਦਿਆਂ ਕਿਹਾ ਕਿ ਮਿਹਨਤ ਅਤੇ ਲਗਨ ਨਾਲ ਹਰ ਮੰਜ਼ਿਲ ਹਾਸਲ ਕੀਤੀ ਜਾ ਸਕਦੀ ਹੈ। ਵਿਦਿਆਰਥੀਆਂ ਨੇ ਸਵਾਲ ਪੁੱਛ ਕੇ ਆਪਣੇ ਸ਼ੰਕੇ ਦੂਰ ਕੀਤੇ ਅਤੇ ਪ੍ਰਿੰਸੀਪਲ ਨੇ ਮਹਿਮਾਨਾਂ ਦਾ ਧੰਨਵਾਦ ਕੀਤਾ। ਇਸ ਮੌਕੇ ਸਕੂਲ ਦਾ ਸਮੂਹ ਸਟਾਫ ਹਾਜ਼ਰ ਸੀ।: [238, 1276, 354, 1325]
- mansa-body-col2: ਮਾਨਸਾ ਦੇ ਥਾਣਾ ਸਦਰ ਦੀ ਪੁਲਿਸ ਪਾਰਟੀ ਵੱਲੋਂ ਨਾਕਾਬੰਦੀ ਦੌਰਾਨ ਇੱਕ ਵਿਅਕਤੀ ਨੂੰ ਕਾਬੂ ਕਰਕੇ ਉਸ ਦੇ ਕਬਜ਼ੇ ਵਿੱਚੋਂ ਅਫੀਮ ਬਰਾਮਦ ਕੀਤੀ ਗਈ। ਐਨ.ਡੀ.ਪੀ.ਐਸ. ਐਕਟ ਤਹਿਤ ਮੁਕੱਦਮਾ ਦਰਜ ਕਰਕੇ ਅਗਲੇਰੀ ਕਾਰਵਾਈ ਅਮਲ ਵਿੱਚ ਲਿਆਂਦੀ ਗਈ ਹੈ ਅਤੇ ਦੋਸ਼ੀ ਦਾ ਰਿਮਾਂਡ ਹਾਸਲ ਕਰਕੇ ਪੁੱਛਗਿੱਛ ਕੀਤੀ ਜਾਵੇਗੀ।: [120, 96, 236, 153]
- newspaper-name: ਹੱਕ ਸੱਚ ਦਾ ਪਹਿਰੇਦਾਰ: [755, 2, 940, 27]
- mansa-photo: [2, 178, 236, 278]
- mango-photo1: [716, 930, 943, 1014]
- dugal-body-col5: ਪਾਤੜਾਂ 26 ਮਈ। (ਬਲਵਿੰਦਰ ਸਿੰਘ ਕਾਹਨਗੜ੍ਹ) ਪੰਜਾਬ ਸਰਕਾਰ ਵੱਲੋਂ ਸ਼ੁਰੂ ਕੀਤੀ ਗਈ ਯੁੱਧ ਨਸ਼ੇ ਵਿਰੁੱਧ ਮੁਹਿੰਮ ਤਹਿਤ ਹਲਕਾ ਸ਼ੁਤਰਾਣਾ ਦੇ ਵਿਧਾਇਕ ਦੇ ਸਪੁੱਤਰ ਨੇ ਪਿੰਡ ਦੁਗਲ ਵਿਖੇ ਲੋਕਾਂ ਨੂੰ ਨਸ਼ਿਆਂ ਦੇ ਮਾੜੇ ਪ੍ਰਭਾਵਾਂ ਬਾਰੇ ਜਾਗਰੂਕ ਕੀਤਾ।: [240, 402, 355, 443]
- pedal-caption3: ਗਏ, ਸ਼੍ਰੀ ਡੀ ਪੀ ਓ ਆਦਿਕ ਹਾਜ਼ਰ,: [713, 614, 825, 623]
- dugal-body-col1: ਪਾਤੜਾਂ 26 ਮਈ। (ਬਲਵਿੰਦਰ ਸਿੰਘ ਕਾਹਨਗੜ੍ਹ) ਪੰਜਾਬ ਸਰਕਾਰ ਵੱਲੋਂ ਸ਼ੁਰੂ ਕੀਤੀ ਗਈ ਯੁੱਧ ਨਸ਼ੇ ਵਿਰੁੱਧ ਮੁਹਿੰਮ ਤਹਿਤ ਹਲਕਾ ਸ਼ੁਤਰਾਣਾ ਦੇ ਵਿਧਾਇਕ ਦੇ ਸਪੁੱਤਰ ਨੇ ਪਿੰਡ ਦੁਗਲ ਵਿਖੇ ਲੋਕਾਂ ਨੂੰ ਨਸ਼ਿਆਂ ਦੇ ਮਾੜੇ ਪ੍ਰਭਾਵਾਂ ਬਾਰੇ ਜਾਗਰੂਕ ਕੀਤਾ।: [2, 402, 117, 443]
- garima-photo: [478, 986, 591, 1078]
- desh-bhagat-body: ਮੰਡੀ ਗੋਬਿੰਦਗੜ੍ਹ, 27 ਮਈ (ਕੁਲਦੀਪ ਸਿੰਘ ਸ਼ੁਤਰਾਣਾ) ਦੇਸ਼ ਭਗਤ ਯੂਨੀਵਰਸਿਟੀ ਵੱਲੋਂ ਦਾਖਲਾ ਪ੍ਰੋਗਰਾਮ ਕਾਰਵਾਂ-2025 ਦੌਰਾਨ ਵੱਖ ਵੱਖ ਸਕੂਲਾਂ ਦੇ ਪ੍ਰਿੰਸੀਪਲਾਂ, ਅਧਿਆਪਕਾਂ ਅਤੇ ਵਿਦਿਆਰਥੀਆਂ ਨੂੰ ਸਨਮਾਨਿਤ ਕੀਤਾ ਗਿਆ। ਯੂਨੀਵਰਸਿਟੀ ਦੇ ਚਾਂਸਲਰ ਡਾ. ਜ਼ੋਰਾ ਸਿੰਘ ਨੇ ਕਿਹਾ ਕਿ ਯੂਨੀਵਰਸਿਟੀ ਵਿਦਿਆਰਥੀਆਂ ਨੂੰ ਮਿਆਰੀ ਸਿੱਖਿਆ ਪ੍ਰਦਾਨ ਕਰਨ ਲਈ ਵਚਨਬੱਧ ਹੈ। ਇਸ ਮੌਕੇ ਵਿਦਿਆਰਥੀਆਂ ਨੂੰ ਵਜ਼ੀਫਿਆਂ ਅਤੇ ਨਵੇਂ ਕੋਰਸਾਂ ਬਾਰੇ ਜਾਣਕਾਰੀ ਦਿੱਤੀ ਗਈ। ਪ੍ਰੋ ਚਾਂਸਲਰ ਡਾ. ਤਜਿੰਦਰ ਕੌਰ ਨੇ ਆਏ ਹੋਏ ਮਹਿਮਾਨਾਂ ਦਾ ਧੰਨਵਾਦ ਕੀਤਾ ਅਤੇ ਕਿਹਾ ਕਿ ਸਿੱਖਿਆ ਹੀ ਸਮਾਜ ਦੀ ਤਰੱਕੀ ਦਾ ਅਧਾਰ ਹੈ। ਯੂਨੀਵਰਸਿਟੀ ਵਿੱਚ ਅਤਿ ਆਧੁਨਿਕ ਲੈਬਾਂ ਅਤੇ ਤਜ਼ਰਬੇਕਾਰ ਫੈਕਲਟੀ ਮੌਜੂਦ ਹੈ। ਇਸ ਮੌਕੇ ਪ੍ਰਬੰਧਕੀ ਅਧਿਕਾਰੀ ਅਤੇ ਸਟਾਫ ਮੈਂਬਰ ਹਾਜ਼ਰ ਸਨ ਅਤੇ ਸਭ ਨੇ ਪ੍ਰੋਗਰਾਮ ਦੀ ਸ਼ਲਾਘਾ ਕੀਤੀ।: [358, 478, 590, 543]
